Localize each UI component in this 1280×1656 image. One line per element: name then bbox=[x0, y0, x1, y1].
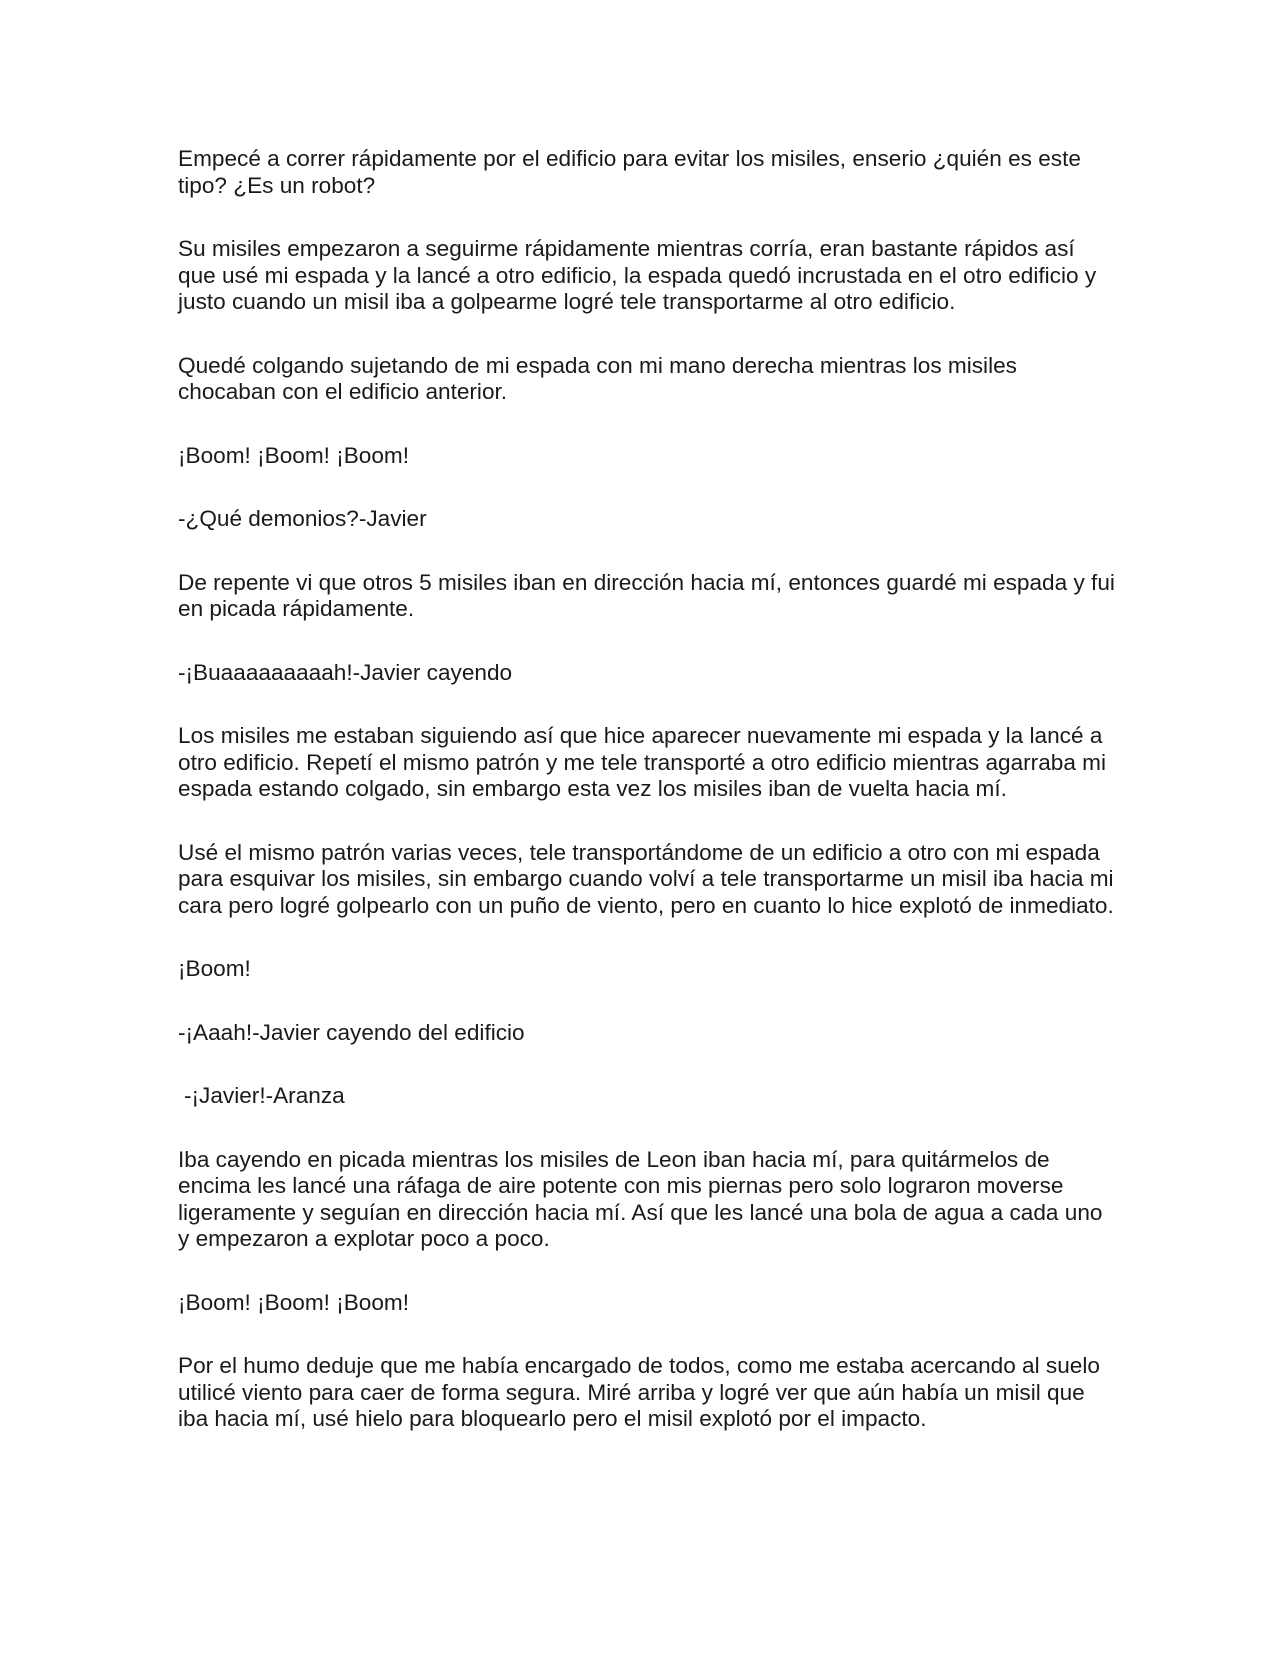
sound-effect-boom-triple-2: ¡Boom! ¡Boom! ¡Boom! bbox=[178, 1289, 410, 1315]
dialogue-aranza: -¡Javier!-Aranza bbox=[184, 1083, 345, 1108]
sound-effect-boom: ¡Boom! bbox=[178, 956, 251, 981]
sound-effect-boom-triple: ¡Boom! ¡Boom! ¡Boom! bbox=[178, 442, 410, 468]
paragraph-4: De repente vi que otros 5 misiles iban en dirección hacia mí, entonces guardé mi espada y fui en picada rápidamente. bbox=[178, 569, 1115, 621]
paragraph-7: Iba cayendo en picada mientras los misiles de Leon iban hacia mí, para quitármelos de encima les lancé una ráfaga de aire potente con mis piernas pero solo lograron moverse ligeramente y seguían en dirección hacia mí. Así que les lancé una bola de agua a cada uno y empezaron a explotar poco a poco. bbox=[178, 1146, 1103, 1251]
dialogue-javier-1: -¿Qué demonios?-Javier bbox=[178, 506, 427, 531]
paragraph-2: Su misiles empezaron a seguirme rápidamente mientras corría, eran bastante rápidos así que usé mi espada y la lancé a otro edificio, la espada quedó incrustada en el otro edificio y justo cuando un misil iba a golpearme logré tele transportarme al otro edificio. bbox=[178, 236, 1097, 314]
paragraph-5: Los misiles me estaban siguiendo así que hice aparecer nuevamente mi espada y la lancé a otro edificio. Repetí el mismo patrón y me tele transporté a otro edificio mientras agarraba mi espada estando colgado, sin embargo esta vez los misiles iban de vuelta hacia mí. bbox=[178, 723, 1107, 801]
paragraph-6: Usé el mismo patrón varias veces, tele transportándome de un edificio a otro con mi espada para esquivar los misiles, sin embargo cuando volví a tele transportarme un misil iba hacia mi cara pero logré golpearlo con un puño de viento, pero en cuanto lo hice explotó de inmediato. bbox=[178, 839, 1114, 918]
dialogue-javier-2: -¡Buaaaaaaaaah!-Javier cayendo bbox=[178, 659, 513, 685]
document-body bbox=[178, 146, 1118, 1470]
paragraph-1: Empecé a correr rápidamente por el edificio para evitar los misiles, enserio ¿quién es este tipo? ¿Es un robot? bbox=[178, 146, 1081, 198]
paragraph-3: Quedé colgando sujetando de mi espada con mi mano derecha mientras los misiles chocaban con el edificio anterior. bbox=[178, 352, 1017, 404]
dialogue-javier-3: -¡Aaah!-Javier cayendo del edificio bbox=[178, 1019, 525, 1045]
paragraph-8: Por el humo deduje que me había encargado de todos, como me estaba acercando al suelo utilicé viento para caer de forma segura. Miré arriba y logré ver que aún había un misil que iba hacia mí, usé hielo para bloquearlo pero el misil explotó por el impacto. bbox=[178, 1353, 1100, 1431]
